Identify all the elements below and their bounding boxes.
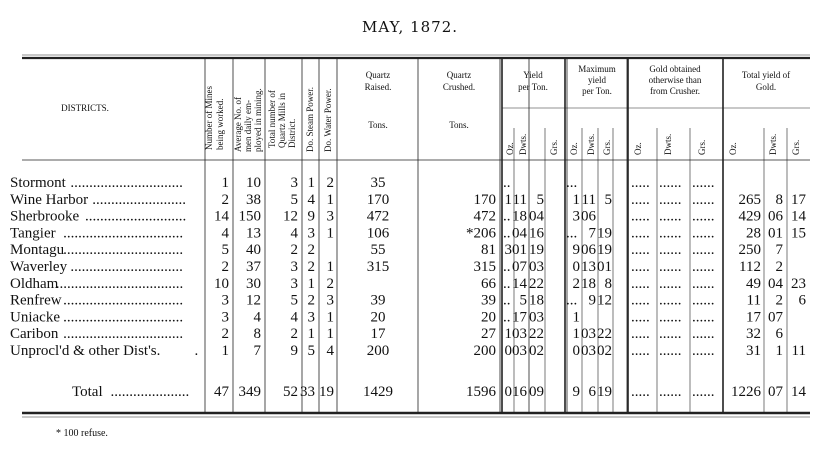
dot-leader: ...... xyxy=(692,191,715,208)
cell-t_dwt: 07 xyxy=(768,384,783,400)
cell-m_gr: 19 xyxy=(597,242,612,259)
cell-crushed: 39 xyxy=(481,292,496,309)
cell-men: 37 xyxy=(246,259,261,275)
cell-m_oz: 1 xyxy=(572,326,580,343)
cell-t_dwt: 2 xyxy=(775,292,783,309)
cell-m_dwt: 9 xyxy=(588,292,596,309)
dot-leader: ...... xyxy=(692,175,715,191)
cell-mills: 3 xyxy=(290,259,298,275)
cell-steam: 1 xyxy=(307,326,315,343)
cell-crushed: 20 xyxy=(481,309,496,326)
cell-y_dwt: 03 xyxy=(512,343,527,359)
dot-leader: .. xyxy=(503,275,511,292)
cell-mills: 52 xyxy=(283,384,298,400)
cell-y_gr: 18 xyxy=(529,292,544,309)
cell-steam: 2 xyxy=(307,242,315,259)
dot-leader: ......................... xyxy=(92,191,187,208)
cell-m_dwt: 11 xyxy=(581,191,596,208)
cell-steam: 3 xyxy=(307,225,315,242)
cell-m_oz: 9 xyxy=(572,384,580,400)
cell-raised: 17 xyxy=(370,326,386,343)
yield-header: per Ton. xyxy=(518,82,548,92)
cell-m_gr: 19 xyxy=(597,225,612,242)
cell-y_dwt: 5 xyxy=(519,292,527,309)
cell-men: 150 xyxy=(238,208,261,225)
cell-men: 40 xyxy=(246,242,261,259)
cell-m_gr: 8 xyxy=(604,275,612,292)
cell-crushed: 1596 xyxy=(466,384,496,400)
cell-y_dwt: 14 xyxy=(512,275,527,292)
dot-leader: ...... xyxy=(659,326,682,343)
quartz-raised-header: Raised. xyxy=(364,82,392,92)
cell-steam: 2 xyxy=(307,259,315,275)
cell-raised: 35 xyxy=(370,175,386,191)
cell-y_oz: 1 xyxy=(504,191,512,208)
dot-leader: ................................ xyxy=(63,326,184,343)
cell-t_gr: 17 xyxy=(791,191,806,208)
cell-t_dwt: 01 xyxy=(768,225,783,242)
cell-m_dwt: 18 xyxy=(581,275,596,292)
dot-leader: ...... xyxy=(659,275,682,292)
district-name: Montagu xyxy=(10,242,65,259)
cell-mills: 3 xyxy=(290,275,298,292)
cell-mines: 2 xyxy=(221,326,229,343)
cell-m_dwt: 6 xyxy=(588,384,596,400)
max-yield-header: Maximum xyxy=(578,64,616,74)
unit-header-oz: Oz. xyxy=(728,142,738,155)
cell-men: 30 xyxy=(246,275,261,292)
cell-t_oz: 17 xyxy=(746,309,761,326)
cell-m_gr: 01 xyxy=(597,259,612,275)
water-header: Do. Water Power. xyxy=(323,88,333,152)
cell-steam: 3 xyxy=(307,309,315,326)
cell-mines: 14 xyxy=(214,208,229,225)
cell-m_oz: 9 xyxy=(572,242,580,259)
quartz-crushed-header: Quartz xyxy=(446,70,472,80)
gold-other-header: Gold obtained xyxy=(649,64,701,74)
cell-m_dwt: 06 xyxy=(581,208,596,225)
cell-t_oz: 28 xyxy=(746,225,761,242)
dot-leader: ...... xyxy=(692,309,715,326)
cell-steam: 33 xyxy=(300,384,315,400)
district-name: Waverley xyxy=(10,259,68,275)
dot-leader: ...... xyxy=(659,259,682,275)
cell-y_gr: 09 xyxy=(529,384,544,400)
districts-header: DISTRICTS. xyxy=(61,103,109,113)
unit-header-grs: Grs. xyxy=(549,139,559,155)
cell-t_gr: 11 xyxy=(791,343,806,359)
cell-y_dwt: 01 xyxy=(512,242,527,259)
cell-m_gr: 12 xyxy=(597,292,612,309)
dot-leader: ...... xyxy=(692,259,715,275)
men-header-line: Average No. of xyxy=(233,96,243,152)
mills-header-line: District. xyxy=(287,118,297,148)
cell-m_dwt: 03 xyxy=(581,343,596,359)
cell-m_gr: 19 xyxy=(597,384,612,400)
cell-m_dwt: 7 xyxy=(588,225,596,242)
cell-steam: 5 xyxy=(307,343,315,359)
tons-header: Tons. xyxy=(368,120,388,130)
cell-water: 2 xyxy=(326,175,334,191)
cell-mills: 5 xyxy=(290,191,298,208)
cell-water: 3 xyxy=(326,292,334,309)
dot-leader: .. xyxy=(503,208,511,225)
cell-t_oz: 250 xyxy=(738,242,761,259)
cell-t_dwt: 6 xyxy=(775,326,783,343)
cell-y_dwt: 03 xyxy=(512,326,527,343)
cell-mills: 4 xyxy=(290,225,298,242)
cell-water: 1 xyxy=(326,225,334,242)
cell-t_dwt: 8 xyxy=(775,191,783,208)
dot-leader: ................................ xyxy=(63,242,184,259)
cell-m_gr: 02 xyxy=(597,343,612,359)
dot-leader: ..................... xyxy=(110,384,190,400)
cell-t_gr: 23 xyxy=(791,275,806,292)
cell-y_oz: 0 xyxy=(504,384,512,400)
table-row xyxy=(10,343,806,359)
dot-leader: ...... xyxy=(692,292,715,309)
cell-t_dwt: 1 xyxy=(775,343,783,359)
unit-header-oz: Oz. xyxy=(633,142,643,155)
cell-t_dwt: 06 xyxy=(768,208,783,225)
dot-leader: ...... xyxy=(659,175,682,191)
cell-y_dwt: 16 xyxy=(512,384,527,400)
cell-raised: 1429 xyxy=(363,384,393,400)
cell-y_dwt: 11 xyxy=(512,191,527,208)
dot-leader: ... xyxy=(566,225,578,242)
dot-leader: ..... xyxy=(631,309,650,326)
cell-raised: 20 xyxy=(370,309,386,326)
max-yield-header: yield xyxy=(588,75,606,85)
gold-other-header: otherwise than xyxy=(648,75,702,85)
cell-water: 1 xyxy=(326,309,334,326)
cell-raised: 39 xyxy=(370,292,386,309)
cell-raised: 200 xyxy=(366,343,390,359)
dot-leader: ...... xyxy=(659,384,682,400)
cell-crushed: *206 xyxy=(466,225,496,242)
cell-men: 13 xyxy=(246,225,261,242)
dot-leader: ..... xyxy=(631,292,650,309)
cell-y_oz: 3 xyxy=(504,242,512,259)
dot-leader: ...... xyxy=(692,343,715,359)
dot-leader: ...... xyxy=(659,191,682,208)
mills-header-line: Quartz Mills in xyxy=(277,93,287,148)
cell-t_gr: 15 xyxy=(791,225,806,242)
cell-raised: 170 xyxy=(366,191,390,208)
dot-leader: ...... xyxy=(659,242,682,259)
quartz-raised-header: Quartz xyxy=(365,70,391,80)
cell-steam: 2 xyxy=(307,292,315,309)
cell-water: 19 xyxy=(319,384,334,400)
cell-crushed: 27 xyxy=(481,326,496,343)
cell-mines: 1 xyxy=(221,343,229,359)
cell-m_gr: 5 xyxy=(604,191,612,208)
cell-t_dwt: 04 xyxy=(768,275,783,292)
cell-crushed: 81 xyxy=(481,242,496,259)
cell-m_oz: 0 xyxy=(572,259,580,275)
cell-men: 8 xyxy=(253,326,261,343)
cell-t_oz: 1226 xyxy=(731,384,761,400)
cell-t_oz: 112 xyxy=(739,259,761,275)
total-yield-header: Total yield of xyxy=(741,70,791,80)
cell-mines: 2 xyxy=(221,191,229,208)
cell-m_dwt: 13 xyxy=(581,259,596,275)
district-name: Uniacke xyxy=(10,309,60,326)
cell-raised: 472 xyxy=(366,208,390,225)
cell-t_gr: 14 xyxy=(791,208,806,225)
cell-y_gr: 19 xyxy=(529,242,544,259)
cell-y_dwt: 04 xyxy=(512,225,527,242)
dot-leader: .. xyxy=(503,292,511,309)
cell-water: 1 xyxy=(326,191,334,208)
cell-water: 1 xyxy=(326,326,334,343)
cell-mines: 47 xyxy=(214,384,229,400)
page-title: MAY, 1872. xyxy=(361,18,459,36)
cell-mills: 3 xyxy=(290,175,298,191)
district-name: Caribon xyxy=(10,326,59,343)
dot-leader: ..... xyxy=(631,326,650,343)
dot-leader: ...... xyxy=(692,326,715,343)
cell-men: 4 xyxy=(253,309,261,326)
dot-leader: .. xyxy=(503,225,511,242)
dot-leader: ..... xyxy=(631,275,650,292)
dot-leader: ...... xyxy=(692,242,715,259)
dot-leader: .. xyxy=(503,309,511,326)
dot-leader: ...... xyxy=(692,275,715,292)
cell-t_oz: 265 xyxy=(738,191,761,208)
dot-leader: ...... xyxy=(659,292,682,309)
dot-leader: ..... xyxy=(631,259,650,275)
dot-leader: ...... xyxy=(659,343,682,359)
tons-header: Tons. xyxy=(449,120,469,130)
cell-y_dwt: 07 xyxy=(512,259,527,275)
cell-t_oz: 429 xyxy=(738,208,761,225)
cell-steam: 4 xyxy=(307,191,315,208)
cell-steam: 9 xyxy=(307,208,315,225)
unit-header-grs: Grs. xyxy=(602,139,612,155)
unit-header-dwts: Dwts. xyxy=(768,133,778,155)
dot-leader: ..... xyxy=(631,191,650,208)
cell-y_gr: 22 xyxy=(529,326,544,343)
cell-water: 1 xyxy=(326,259,334,275)
dot-leader: ...... xyxy=(659,208,682,225)
mines-header-line: being worked. xyxy=(215,98,225,150)
cell-crushed: 472 xyxy=(473,208,496,225)
cell-steam: 1 xyxy=(307,175,315,191)
district-name: Renfrew xyxy=(10,292,62,309)
cell-y_gr: 16 xyxy=(529,225,544,242)
cell-y_gr: 03 xyxy=(529,259,544,275)
dot-leader: ........................... xyxy=(85,208,187,225)
table-body xyxy=(10,175,807,400)
dot-leader: ..... xyxy=(631,242,650,259)
cell-mills: 2 xyxy=(290,326,298,343)
cell-mines: 4 xyxy=(221,225,229,242)
cell-crushed: 315 xyxy=(473,259,496,275)
unit-header-oz: Oz. xyxy=(569,142,579,155)
dot-leader: . xyxy=(194,343,199,359)
cell-mills: 9 xyxy=(290,343,298,359)
dot-leader: .................................. xyxy=(55,275,184,292)
cell-raised: 315 xyxy=(366,259,390,275)
dot-leader: ..... xyxy=(631,175,650,191)
district-name: Tangier xyxy=(10,225,56,242)
mills-header-line: Total number of xyxy=(267,90,277,148)
dot-leader: ...... xyxy=(692,208,715,225)
cell-mines: 2 xyxy=(221,259,229,275)
cell-crushed: 170 xyxy=(473,191,496,208)
dot-leader: ...... xyxy=(692,384,715,400)
cell-m_oz: 1 xyxy=(572,309,580,326)
dot-leader: ................................ xyxy=(63,292,184,309)
unit-header-grs: Grs. xyxy=(697,139,707,155)
dot-leader: ................................ xyxy=(63,309,184,326)
dot-leader: ... xyxy=(566,175,578,191)
cell-y_oz: 0 xyxy=(504,343,512,359)
cell-y_oz: 1 xyxy=(504,326,512,343)
max-yield-header: per Ton. xyxy=(582,86,612,96)
cell-m_dwt: 03 xyxy=(581,326,596,343)
cell-t_oz: 49 xyxy=(746,275,761,292)
unit-header-dwts: Dwts. xyxy=(586,133,596,155)
dot-leader: ..... xyxy=(631,208,650,225)
dot-leader: ................................ xyxy=(63,225,184,242)
unit-header-dwts: Dwts. xyxy=(518,133,528,155)
cell-raised: 55 xyxy=(370,242,386,259)
cell-y_gr: 02 xyxy=(529,343,544,359)
cell-mines: 3 xyxy=(221,292,229,309)
dot-leader: .............................. xyxy=(70,259,183,275)
men-header-line: ployed in mining. xyxy=(253,88,263,152)
dot-leader: .. xyxy=(503,175,511,191)
cell-water: 3 xyxy=(326,208,334,225)
district-name: Stormont xyxy=(10,175,66,191)
cell-m_oz: 2 xyxy=(572,275,580,292)
cell-men: 349 xyxy=(238,384,261,400)
cell-steam: 1 xyxy=(307,275,315,292)
dot-leader: .. xyxy=(503,259,511,275)
cell-t_gr: 14 xyxy=(791,384,806,400)
dot-leader: ..... xyxy=(631,343,650,359)
cell-mills: 12 xyxy=(283,208,298,225)
cell-men: 10 xyxy=(246,175,261,191)
cell-men: 7 xyxy=(253,343,261,359)
district-name: Sherbrooke xyxy=(10,208,80,225)
cell-t_oz: 32 xyxy=(746,326,761,343)
unit-header-oz: Oz. xyxy=(505,142,515,155)
cell-t_oz: 31 xyxy=(746,343,761,359)
cell-t_oz: 11 xyxy=(746,292,761,309)
unit-header-dwts: Dwts. xyxy=(663,133,673,155)
cell-crushed: 200 xyxy=(473,343,496,359)
dot-leader: ..... xyxy=(631,384,650,400)
cell-mines: 3 xyxy=(221,309,229,326)
cell-y_gr: 5 xyxy=(536,191,544,208)
cell-water: 2 xyxy=(326,275,334,292)
dot-leader: .............................. xyxy=(70,175,183,191)
cell-y_dwt: 17 xyxy=(512,309,527,326)
cell-t_dwt: 7 xyxy=(775,242,783,259)
mines-header-line: Number of Mines xyxy=(204,86,214,150)
cell-m_dwt: 06 xyxy=(581,242,596,259)
cell-mills: 4 xyxy=(290,309,298,326)
cell-water: 4 xyxy=(326,343,334,359)
cell-y_gr: 04 xyxy=(529,208,544,225)
gold-other-header: from Crusher. xyxy=(650,86,700,96)
cell-y_gr: 22 xyxy=(529,275,544,292)
cell-mines: 10 xyxy=(214,275,229,292)
unit-header-grs: Grs. xyxy=(791,139,801,155)
cell-mills: 5 xyxy=(290,292,298,309)
district-name: Unprocl'd & other Dist's. xyxy=(10,343,161,359)
yield-header: Yield xyxy=(523,70,543,80)
cell-mines: 5 xyxy=(221,242,229,259)
total-yield-header: Gold. xyxy=(755,82,777,92)
dot-leader: ...... xyxy=(659,225,682,242)
cell-m_oz: 1 xyxy=(572,191,580,208)
dot-leader: ...... xyxy=(692,225,715,242)
steam-header: Do. Steam Power. xyxy=(305,87,315,152)
table-row xyxy=(10,175,386,191)
cell-crushed: 66 xyxy=(481,275,496,292)
cell-m_oz: 3 xyxy=(572,208,580,225)
men-header-line: men daily em- xyxy=(243,100,253,152)
cell-raised: 106 xyxy=(366,225,390,242)
dot-leader: ..... xyxy=(631,225,650,242)
cell-y_dwt: 18 xyxy=(512,208,527,225)
district-name: Oldham xyxy=(10,275,59,292)
cell-mills: 2 xyxy=(290,242,298,259)
dot-leader: ... xyxy=(566,292,578,309)
cell-mines: 1 xyxy=(221,175,229,191)
cell-m_gr: 22 xyxy=(597,326,612,343)
district-name: Total xyxy=(72,384,103,400)
cell-t_gr: 6 xyxy=(798,292,806,309)
cell-men: 12 xyxy=(246,292,261,309)
cell-y_gr: 03 xyxy=(529,309,544,326)
cell-t_dwt: 2 xyxy=(775,259,783,275)
cell-m_oz: 0 xyxy=(572,343,580,359)
cell-t_dwt: 07 xyxy=(768,309,783,326)
district-name: Wine Harbor xyxy=(10,191,89,208)
dot-leader: ...... xyxy=(659,309,682,326)
quartz-crushed-header: Crushed. xyxy=(442,82,476,92)
cell-men: 38 xyxy=(246,191,261,208)
footnote: * 100 refuse. xyxy=(56,428,108,439)
